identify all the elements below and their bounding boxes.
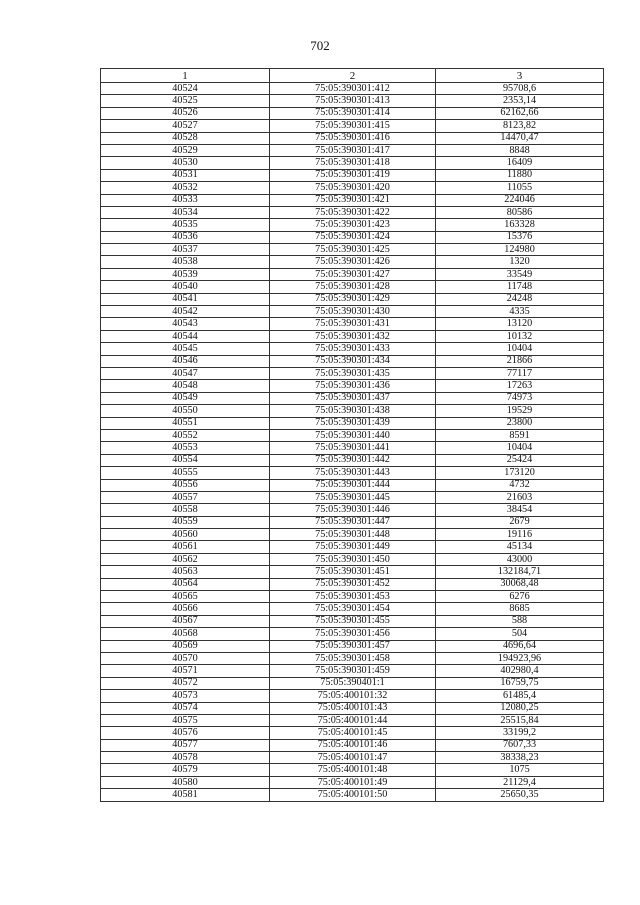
- table-row: [101, 107, 604, 119]
- value-cell: 24248: [436, 293, 604, 305]
- table-row: [101, 293, 604, 305]
- cadastral-number-cell: 75:05:390301:445: [270, 491, 436, 503]
- cadastral-number-cell: 75:05:390301:423: [270, 219, 436, 231]
- table-row: [101, 615, 604, 627]
- value-cell: 21603: [436, 491, 604, 503]
- table-row: [101, 343, 604, 355]
- cadastral-number-cell: 75:05:390301:440: [270, 429, 436, 441]
- table-row: [101, 504, 604, 516]
- cadastral-number-cell: 75:05:390301:452: [270, 578, 436, 590]
- value-cell: 17263: [436, 380, 604, 392]
- value-cell: 16759,75: [436, 677, 604, 689]
- row-number-cell: 40552: [101, 429, 270, 441]
- cadastral-number-cell: 75:05:390301:427: [270, 268, 436, 280]
- value-cell: 588: [436, 615, 604, 627]
- cadastral-number-cell: 75:05:390301:458: [270, 652, 436, 664]
- table-row: [101, 367, 604, 379]
- value-cell: 173120: [436, 467, 604, 479]
- value-cell: 10132: [436, 330, 604, 342]
- table-row: [101, 120, 604, 132]
- row-number-cell: 40546: [101, 355, 270, 367]
- row-number-cell: 40544: [101, 330, 270, 342]
- value-cell: 19529: [436, 405, 604, 417]
- cadastral-number-cell: 75:05:390301:431: [270, 318, 436, 330]
- cadastral-number-cell: 75:05:400101:46: [270, 739, 436, 751]
- table-row: [101, 491, 604, 503]
- value-cell: 77117: [436, 367, 604, 379]
- value-cell: 8848: [436, 144, 604, 156]
- row-number-cell: 40532: [101, 182, 270, 194]
- row-number-cell: 40547: [101, 367, 270, 379]
- row-number-cell: 40548: [101, 380, 270, 392]
- row-number-cell: 40541: [101, 293, 270, 305]
- value-cell: 15376: [436, 231, 604, 243]
- cadastral-number-cell: 75:05:390301:419: [270, 169, 436, 181]
- row-number-cell: 40574: [101, 702, 270, 714]
- row-number-cell: 40531: [101, 169, 270, 181]
- value-cell: 124980: [436, 244, 604, 256]
- row-number-cell: 40539: [101, 268, 270, 280]
- column-header-1: 1: [101, 69, 270, 83]
- value-cell: 74973: [436, 392, 604, 404]
- table-row: [101, 95, 604, 107]
- cadastral-number-cell: 75:05:390301:453: [270, 591, 436, 603]
- cadastral-number-cell: 75:05:390301:413: [270, 95, 436, 107]
- cadastral-number-cell: 75:05:400101:47: [270, 752, 436, 764]
- column-header-2: 2: [270, 69, 436, 83]
- value-cell: 4696,64: [436, 640, 604, 652]
- row-number-cell: 40533: [101, 194, 270, 206]
- cadastral-number-cell: 75:05:390301:456: [270, 628, 436, 640]
- table-row: [101, 652, 604, 664]
- table-row: [101, 182, 604, 194]
- value-cell: 23800: [436, 417, 604, 429]
- cadastral-number-cell: 75:05:390301:443: [270, 467, 436, 479]
- value-cell: 2353,14: [436, 95, 604, 107]
- row-number-cell: 40543: [101, 318, 270, 330]
- table-row: [101, 144, 604, 156]
- row-number-cell: 40568: [101, 628, 270, 640]
- value-cell: 10404: [436, 343, 604, 355]
- value-cell: 402980,4: [436, 665, 604, 677]
- row-number-cell: 40534: [101, 206, 270, 218]
- column-header-3: 3: [436, 69, 604, 83]
- row-number-cell: 40562: [101, 553, 270, 565]
- value-cell: 224046: [436, 194, 604, 206]
- row-number-cell: 40564: [101, 578, 270, 590]
- table-row: [101, 739, 604, 751]
- row-number-cell: 40527: [101, 120, 270, 132]
- row-number-cell: 40558: [101, 504, 270, 516]
- value-cell: 1320: [436, 256, 604, 268]
- cadastral-number-cell: 75:05:390301:448: [270, 529, 436, 541]
- cadastral-number-cell: 75:05:400101:49: [270, 776, 436, 788]
- cadastral-number-cell: 75:05:390301:437: [270, 392, 436, 404]
- value-cell: 30068,48: [436, 578, 604, 590]
- value-cell: 62162,66: [436, 107, 604, 119]
- table-row: [101, 789, 604, 801]
- table-row: [101, 603, 604, 615]
- cadastral-number-cell: 75:05:390301:439: [270, 417, 436, 429]
- table-row: [101, 714, 604, 726]
- cadastral-number-cell: 75:05:400101:50: [270, 789, 436, 801]
- table-row: [101, 405, 604, 417]
- cadastral-number-cell: 75:05:400101:48: [270, 764, 436, 776]
- value-cell: 95708,6: [436, 83, 604, 95]
- cadastral-number-cell: 75:05:390301:450: [270, 553, 436, 565]
- value-cell: 19116: [436, 529, 604, 541]
- row-number-cell: 40579: [101, 764, 270, 776]
- value-cell: 80586: [436, 206, 604, 218]
- table-row: [101, 541, 604, 553]
- row-number-cell: 40563: [101, 566, 270, 578]
- cadastral-number-cell: 75:05:390301:447: [270, 516, 436, 528]
- row-number-cell: 40576: [101, 727, 270, 739]
- row-number-cell: 40565: [101, 591, 270, 603]
- cadastral-number-cell: 75:05:390301:426: [270, 256, 436, 268]
- table-row: [101, 380, 604, 392]
- table-row: [101, 578, 604, 590]
- value-cell: 11748: [436, 281, 604, 293]
- value-cell: 8123,82: [436, 120, 604, 132]
- cadastral-number-cell: 75:05:390301:417: [270, 144, 436, 156]
- table-row: [101, 157, 604, 169]
- table-row: [101, 244, 604, 256]
- value-cell: 11880: [436, 169, 604, 181]
- row-number-cell: 40555: [101, 467, 270, 479]
- row-number-cell: 40557: [101, 491, 270, 503]
- row-number-cell: 40560: [101, 529, 270, 541]
- table-row: [101, 429, 604, 441]
- row-number-cell: 40580: [101, 776, 270, 788]
- table-row: [101, 727, 604, 739]
- cadastral-number-cell: 75:05:400101:32: [270, 690, 436, 702]
- value-cell: 163328: [436, 219, 604, 231]
- value-cell: 1075: [436, 764, 604, 776]
- row-number-cell: 40551: [101, 417, 270, 429]
- table-row: [101, 640, 604, 652]
- table-row: [101, 169, 604, 181]
- cadastral-number-cell: 75:05:390301:438: [270, 405, 436, 417]
- table-row: [101, 529, 604, 541]
- cadastral-number-cell: 75:05:390301:433: [270, 343, 436, 355]
- table-row: [101, 194, 604, 206]
- row-number-cell: 40542: [101, 306, 270, 318]
- table-row: [101, 83, 604, 95]
- row-number-cell: 40524: [101, 83, 270, 95]
- cadastral-number-cell: 75:05:390301:454: [270, 603, 436, 615]
- row-number-cell: 40525: [101, 95, 270, 107]
- table-row: [101, 442, 604, 454]
- table-row: [101, 306, 604, 318]
- value-cell: 21866: [436, 355, 604, 367]
- value-cell: 4732: [436, 479, 604, 491]
- cadastral-number-cell: 75:05:390301:442: [270, 454, 436, 466]
- cadastral-number-cell: 75:05:400101:44: [270, 714, 436, 726]
- row-number-cell: 40549: [101, 392, 270, 404]
- row-number-cell: 40575: [101, 714, 270, 726]
- row-number-cell: 40526: [101, 107, 270, 119]
- value-cell: 10404: [436, 442, 604, 454]
- value-cell: 132184,71: [436, 566, 604, 578]
- row-number-cell: 40540: [101, 281, 270, 293]
- cadastral-number-cell: 75:05:390301:446: [270, 504, 436, 516]
- value-cell: 25515,84: [436, 714, 604, 726]
- value-cell: 25424: [436, 454, 604, 466]
- cadastral-number-cell: 75:05:400101:43: [270, 702, 436, 714]
- table-row: [101, 219, 604, 231]
- row-number-cell: 40537: [101, 244, 270, 256]
- cadastral-number-cell: 75:05:390301:421: [270, 194, 436, 206]
- row-number-cell: 40550: [101, 405, 270, 417]
- table-row: [101, 318, 604, 330]
- table-row: [101, 764, 604, 776]
- row-number-cell: 40538: [101, 256, 270, 268]
- table-row: [101, 281, 604, 293]
- cadastral-number-cell: 75:05:390301:414: [270, 107, 436, 119]
- value-cell: 8591: [436, 429, 604, 441]
- cadastral-number-cell: 75:05:390301:412: [270, 83, 436, 95]
- cadastral-number-cell: 75:05:390301:416: [270, 132, 436, 144]
- value-cell: 13120: [436, 318, 604, 330]
- cadastral-number-cell: 75:05:390301:455: [270, 615, 436, 627]
- value-cell: 6276: [436, 591, 604, 603]
- header-row: [101, 69, 604, 83]
- value-cell: 8685: [436, 603, 604, 615]
- table-row: [101, 553, 604, 565]
- row-number-cell: 40566: [101, 603, 270, 615]
- row-number-cell: 40577: [101, 739, 270, 751]
- value-cell: 43000: [436, 553, 604, 565]
- value-cell: 38454: [436, 504, 604, 516]
- row-number-cell: 40535: [101, 219, 270, 231]
- cadastral-number-cell: 75:05:390301:418: [270, 157, 436, 169]
- cadastral-number-cell: 75:05:390301:429: [270, 293, 436, 305]
- cadastral-number-cell: 75:05:390301:430: [270, 306, 436, 318]
- table-header: [101, 69, 604, 83]
- value-cell: 194923,96: [436, 652, 604, 664]
- row-number-cell: 40561: [101, 541, 270, 553]
- table-body: [101, 83, 604, 802]
- value-cell: 504: [436, 628, 604, 640]
- value-cell: 33199,2: [436, 727, 604, 739]
- cadastral-number-cell: 75:05:390301:459: [270, 665, 436, 677]
- value-cell: 14470,47: [436, 132, 604, 144]
- cadastral-number-cell: 75:05:390301:420: [270, 182, 436, 194]
- cadastral-number-cell: 75:05:390301:424: [270, 231, 436, 243]
- value-cell: 12080,25: [436, 702, 604, 714]
- cadastral-number-cell: 75:05:390301:425: [270, 244, 436, 256]
- row-number-cell: 40536: [101, 231, 270, 243]
- table-row: [101, 690, 604, 702]
- cadastral-number-cell: 75:05:390301:434: [270, 355, 436, 367]
- value-cell: 21129,4: [436, 776, 604, 788]
- value-cell: 7607,33: [436, 739, 604, 751]
- row-number-cell: 40571: [101, 665, 270, 677]
- row-number-cell: 40573: [101, 690, 270, 702]
- cadastral-number-cell: 75:05:400101:45: [270, 727, 436, 739]
- value-cell: 2679: [436, 516, 604, 528]
- row-number-cell: 40553: [101, 442, 270, 454]
- cadastral-number-cell: 75:05:390301:422: [270, 206, 436, 218]
- cadastral-number-cell: 75:05:390301:451: [270, 566, 436, 578]
- table-row: [101, 702, 604, 714]
- row-number-cell: 40572: [101, 677, 270, 689]
- table-row: [101, 268, 604, 280]
- page-number: 702: [310, 38, 330, 53]
- value-cell: 38338,23: [436, 752, 604, 764]
- row-number-cell: 40559: [101, 516, 270, 528]
- table-row: [101, 231, 604, 243]
- table-row: [101, 355, 604, 367]
- table-row: [101, 206, 604, 218]
- cadastral-number-cell: 75:05:390301:441: [270, 442, 436, 454]
- row-number-cell: 40570: [101, 652, 270, 664]
- table-row: [101, 132, 604, 144]
- cadastral-number-cell: 75:05:390301:428: [270, 281, 436, 293]
- table-row: [101, 417, 604, 429]
- row-number-cell: 40581: [101, 789, 270, 801]
- row-number-cell: 40569: [101, 640, 270, 652]
- table-row: [101, 628, 604, 640]
- table-row: [101, 467, 604, 479]
- table-row: [101, 776, 604, 788]
- table-row: [101, 454, 604, 466]
- table-row: [101, 516, 604, 528]
- value-cell: 16409: [436, 157, 604, 169]
- value-cell: 4335: [436, 306, 604, 318]
- cadastral-number-cell: 75:05:390301:457: [270, 640, 436, 652]
- cadastral-number-cell: 75:05:390401:1: [270, 677, 436, 689]
- table-row: [101, 330, 604, 342]
- table-row: [101, 566, 604, 578]
- table-row: [101, 479, 604, 491]
- row-number-cell: 40528: [101, 132, 270, 144]
- cadastral-number-cell: 75:05:390301:435: [270, 367, 436, 379]
- table-row: [101, 591, 604, 603]
- cadastral-number-cell: 75:05:390301:444: [270, 479, 436, 491]
- cadastral-number-cell: 75:05:390301:432: [270, 330, 436, 342]
- cadastral-number-cell: 75:05:390301:436: [270, 380, 436, 392]
- table-row: [101, 677, 604, 689]
- registry-table: [100, 68, 604, 802]
- table-row: [101, 256, 604, 268]
- value-cell: 45134: [436, 541, 604, 553]
- row-number-cell: 40545: [101, 343, 270, 355]
- value-cell: 11055: [436, 182, 604, 194]
- row-number-cell: 40530: [101, 157, 270, 169]
- row-number-cell: 40567: [101, 615, 270, 627]
- value-cell: 61485,4: [436, 690, 604, 702]
- table-row: [101, 392, 604, 404]
- cadastral-number-cell: 75:05:390301:415: [270, 120, 436, 132]
- cadastral-number-cell: 75:05:390301:449: [270, 541, 436, 553]
- table-row: [101, 752, 604, 764]
- table-row: [101, 665, 604, 677]
- value-cell: 25650,35: [436, 789, 604, 801]
- row-number-cell: 40578: [101, 752, 270, 764]
- row-number-cell: 40554: [101, 454, 270, 466]
- row-number-cell: 40529: [101, 144, 270, 156]
- value-cell: 33549: [436, 268, 604, 280]
- row-number-cell: 40556: [101, 479, 270, 491]
